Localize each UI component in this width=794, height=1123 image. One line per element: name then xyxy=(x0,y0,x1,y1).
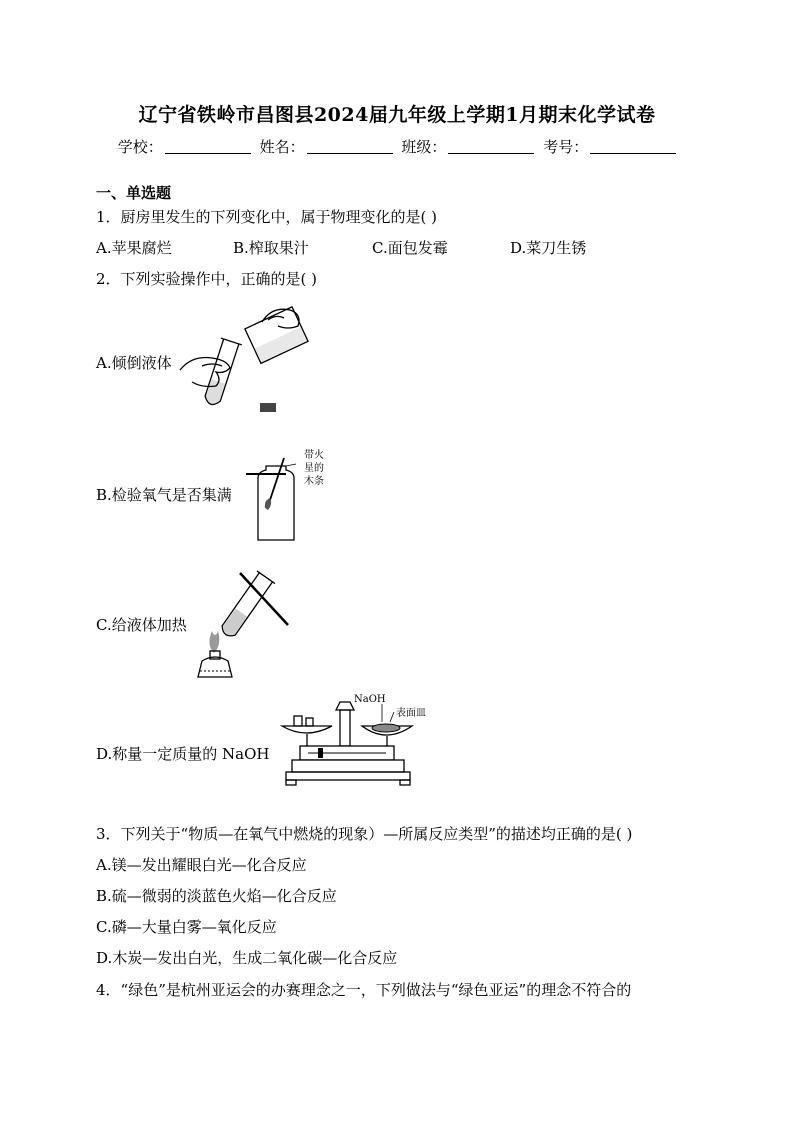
q2-option-c: C.给液体加热 xyxy=(96,616,187,634)
q2-option-d: D.称量一定质量的 NaOH xyxy=(96,745,270,763)
q1-option-c: C.面包发霉 xyxy=(372,239,448,257)
school-label: 学校： xyxy=(117,138,163,156)
balance-figure xyxy=(278,688,448,798)
name-blank[interactable] xyxy=(307,139,393,154)
section-heading: 一、单选题 xyxy=(96,184,172,202)
q1-option-b: B.榨取果汁 xyxy=(233,239,309,257)
q3-option-b: B.硫—微弱的淡蓝色火焰—化合反应 xyxy=(96,887,337,905)
q1-stem: 1．厨房里发生的下列变化中，属于物理变化的是( ) xyxy=(96,208,438,226)
name-label: 姓名： xyxy=(259,138,305,156)
heating-liquid-figure xyxy=(188,565,298,685)
q4-stem: 4．“绿色”是杭州亚运会的办赛理念之一，下列做法与“绿色亚运”的理念不符合的 xyxy=(96,981,632,999)
label-watch-glass: 表面皿 xyxy=(396,708,426,719)
label-glowing-3: 木条 xyxy=(304,476,324,487)
class-label: 班级： xyxy=(401,138,447,156)
q3-option-a: A.镁—发出耀眼白光—化合反应 xyxy=(96,856,307,874)
q3-option-c: C.磷—大量白雾—氧化反应 xyxy=(96,918,277,936)
q2-option-b: B.检验氧气是否集满 xyxy=(96,486,232,504)
label-naoh: NaOH xyxy=(354,694,386,705)
q2-stem: 2．下列实验操作中，正确的是( ) xyxy=(96,270,318,288)
q3-stem: 3．下列关于“物质—在氧气中燃烧的现象）—所属反应类型”的描述均正确的是( ) xyxy=(96,825,633,843)
page-title: 辽宁省铁岭市昌图县2024届九年级上学期1月期末化学试卷 xyxy=(138,104,656,126)
school-blank[interactable] xyxy=(165,139,251,154)
label-glowing-2: 星的 xyxy=(304,463,324,474)
q1-option-d: D.菜刀生锈 xyxy=(510,239,587,257)
class-blank[interactable] xyxy=(448,139,534,154)
q1-option-a: A.苹果腐烂 xyxy=(96,239,172,257)
label-glowing-1: 带火 xyxy=(304,450,324,461)
number-label: 考号： xyxy=(543,138,589,156)
q2-option-a: A.倾倒液体 xyxy=(96,354,172,372)
student-info-line xyxy=(0,136,794,157)
oxygen-test-figure xyxy=(240,448,360,548)
number-blank[interactable] xyxy=(590,139,676,154)
pouring-liquid-figure xyxy=(172,300,322,420)
q3-option-d: D.木炭—发出白光，生成二氧化碳—化合反应 xyxy=(96,949,398,967)
